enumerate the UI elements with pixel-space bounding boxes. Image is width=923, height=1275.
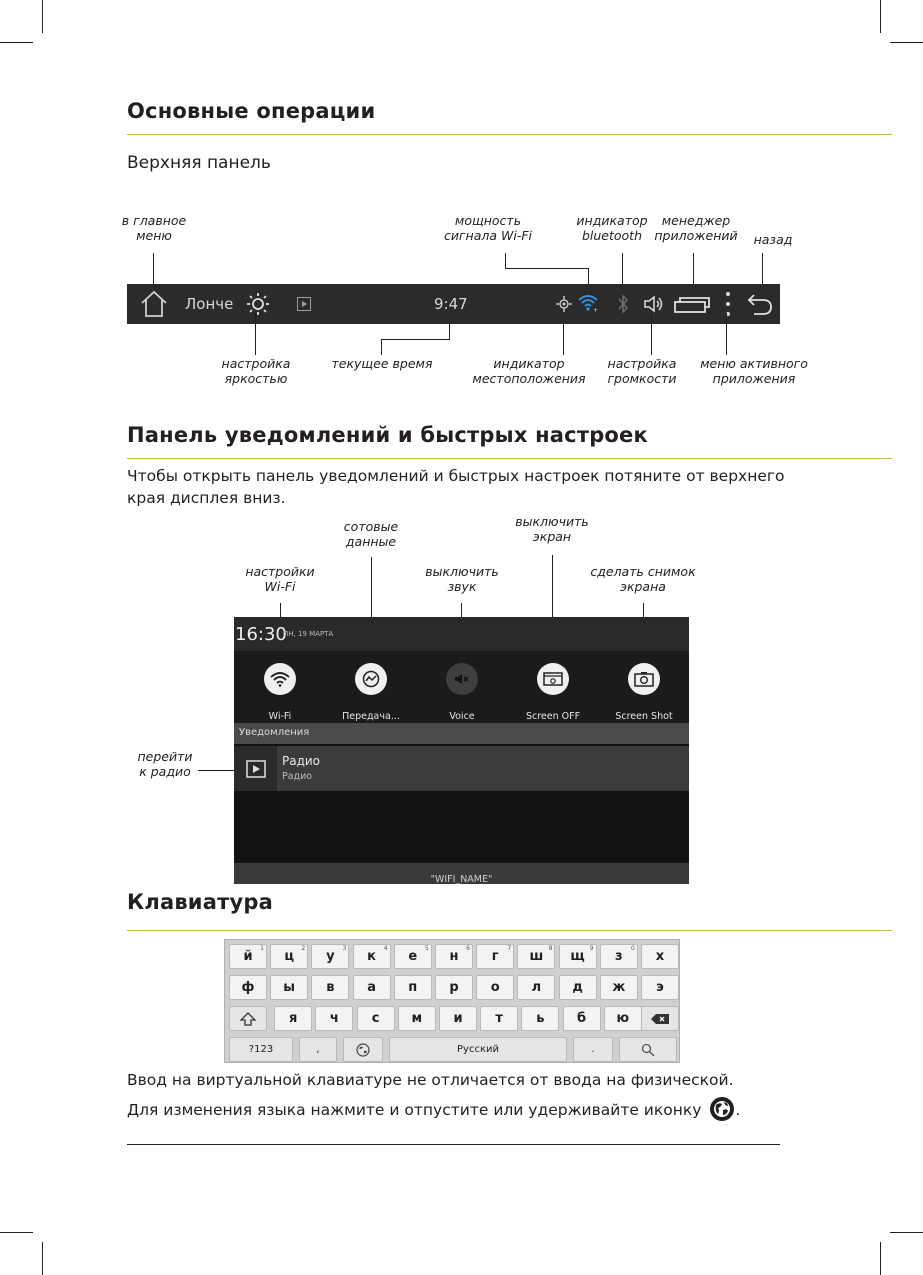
radio-title: Радио xyxy=(282,754,321,768)
key-label: т xyxy=(495,1011,503,1026)
section-title-keyboard: Клавиатура xyxy=(127,890,273,914)
key-label: о xyxy=(490,980,500,995)
wifi-signal-icon xyxy=(578,294,598,316)
callout-radio: перейти к радио xyxy=(137,749,193,779)
globe-icon xyxy=(356,1043,370,1057)
key[interactable] xyxy=(476,975,514,1000)
callout-location: индикатор местоположения xyxy=(472,356,586,386)
svg-text:+: + xyxy=(593,307,598,312)
key-label: й xyxy=(243,949,253,964)
comma-key[interactable] xyxy=(299,1037,337,1062)
notifications-intro-line1: Чтобы открыть панель уведомлений и быстрых настроек потяните от верхнего xyxy=(127,467,785,485)
backspace-key[interactable] xyxy=(641,1006,679,1031)
radio-subtitle: Радио xyxy=(282,771,313,782)
mute-icon xyxy=(446,663,478,695)
key[interactable] xyxy=(315,1006,353,1031)
crop-mark xyxy=(42,1242,43,1275)
network-name: "WIFI_NAME" xyxy=(430,874,493,884)
key-label: , xyxy=(316,1044,320,1055)
key[interactable] xyxy=(600,944,638,969)
key-label: ф xyxy=(241,980,255,995)
notifications-header-label: Уведомления xyxy=(239,727,310,738)
leader-line xyxy=(563,322,564,355)
key-label: ц xyxy=(284,949,294,964)
key-label: г xyxy=(491,949,499,964)
key-label: ш xyxy=(529,949,544,964)
key-number-hint: 9 xyxy=(589,945,594,952)
callout-screenshot: сделать снимок экрана xyxy=(590,564,696,594)
key-label: щ xyxy=(570,949,585,964)
callout-wifi-signal: мощность сигнала Wi-Fi xyxy=(443,213,533,243)
qs-label-screenshot: Screen Shot xyxy=(615,711,673,722)
key-label: у xyxy=(326,949,335,964)
key[interactable] xyxy=(394,975,432,1000)
qs-label-screen-off: Screen OFF xyxy=(525,711,581,722)
callout-home: в главное меню xyxy=(121,213,187,243)
globe-icon xyxy=(709,1096,735,1128)
qs-label-wifi: Wi-Fi xyxy=(268,711,292,722)
callout-mute: выключить звук xyxy=(425,564,499,594)
radio-notification[interactable] xyxy=(234,746,689,791)
key[interactable] xyxy=(394,944,432,969)
key-label: д xyxy=(572,980,583,995)
key-label: в xyxy=(326,980,335,995)
status-bar xyxy=(127,284,780,324)
key-label: л xyxy=(531,980,542,995)
key-number-hint: 7 xyxy=(507,945,512,952)
key-label: ю xyxy=(616,1011,630,1026)
crop-mark xyxy=(890,1232,923,1233)
callout-volume: настройка громкости xyxy=(607,356,677,386)
launcher-label: Лонче xyxy=(185,295,234,313)
key-label: с xyxy=(371,1011,380,1026)
key[interactable] xyxy=(476,944,514,969)
notifications-intro-line2: края дисплея вниз. xyxy=(127,489,286,507)
bluetooth-icon xyxy=(617,294,629,318)
crop-mark xyxy=(880,1242,881,1275)
leader-line xyxy=(153,253,154,286)
section-title-notifications: Панель уведомлений и быстрых настроек xyxy=(127,423,648,447)
qs-tile-screen-off[interactable] xyxy=(513,663,593,722)
key-number-hint: 2 xyxy=(301,945,306,952)
key[interactable] xyxy=(600,975,638,1000)
key[interactable] xyxy=(641,975,679,1000)
key[interactable] xyxy=(559,944,597,969)
key-label: м xyxy=(411,1011,423,1026)
leader-line xyxy=(505,253,506,269)
key[interactable] xyxy=(353,944,391,969)
crop-mark xyxy=(0,42,33,43)
key-number-hint: 1 xyxy=(260,945,264,952)
search-key[interactable] xyxy=(619,1037,677,1062)
key[interactable] xyxy=(398,1006,436,1031)
key-label: я xyxy=(289,1011,298,1026)
key[interactable] xyxy=(563,1006,601,1031)
key-label: ь xyxy=(536,1011,545,1026)
leader-line xyxy=(381,339,382,355)
back-icon[interactable] xyxy=(746,291,774,321)
leader-line xyxy=(198,770,236,771)
section-divider xyxy=(127,930,892,931)
key-label: б xyxy=(577,1011,587,1026)
radio-icon xyxy=(234,746,277,791)
leader-line xyxy=(381,339,449,340)
key-label: п xyxy=(408,980,418,995)
camera-icon xyxy=(628,663,660,695)
brightness-icon[interactable] xyxy=(246,292,270,320)
callout-back: назад xyxy=(753,232,793,247)
callout-current-time: текущее время xyxy=(331,356,433,371)
symbols-key[interactable] xyxy=(229,1037,293,1062)
language-key[interactable] xyxy=(343,1037,383,1062)
top-panel-heading: Верхняя панель xyxy=(127,153,271,173)
leader-line xyxy=(622,253,623,286)
key-label: ?123 xyxy=(248,1044,274,1055)
panel-time: 16:30 xyxy=(235,624,287,645)
key-number-hint: 5 xyxy=(424,945,429,952)
leader-line xyxy=(255,313,256,355)
page-footer-rule xyxy=(127,1144,780,1145)
key-label: ж xyxy=(612,980,626,995)
callout-bluetooth: индикатор bluetooth xyxy=(576,213,648,243)
key[interactable] xyxy=(357,1006,395,1031)
key[interactable] xyxy=(274,1006,312,1031)
key[interactable] xyxy=(480,1006,518,1031)
key[interactable] xyxy=(439,1006,477,1031)
panel-header xyxy=(234,617,689,651)
key-number-hint: 6 xyxy=(466,945,470,952)
key-label: к xyxy=(367,949,376,964)
key-label: р xyxy=(449,980,459,995)
callout-app-menu: меню активного приложения xyxy=(700,356,808,386)
key[interactable] xyxy=(353,975,391,1000)
volume-icon[interactable] xyxy=(643,294,665,318)
key[interactable] xyxy=(521,1006,559,1031)
keyboard-text-line2-wrap xyxy=(127,1096,740,1128)
key-number-hint: 8 xyxy=(548,945,553,952)
leader-line xyxy=(651,313,652,355)
virtual-keyboard xyxy=(224,939,680,1063)
key-label: н xyxy=(449,949,459,964)
network-footer xyxy=(234,863,689,884)
qs-tile-screenshot[interactable] xyxy=(604,663,684,722)
keyboard-text-line2: Для изменения языка нажмите и отпустите или удерживайте иконку xyxy=(127,1101,702,1119)
key-number-hint: 4 xyxy=(383,945,388,952)
shift-key[interactable] xyxy=(229,1006,267,1031)
key-label: ы xyxy=(283,980,296,995)
qs-label-voice: Voice xyxy=(449,711,475,722)
screen-off-icon xyxy=(537,663,569,695)
crop-mark xyxy=(890,42,923,43)
data-transfer-icon xyxy=(355,663,387,695)
key[interactable] xyxy=(311,944,349,969)
key-label: е xyxy=(408,949,418,964)
key[interactable] xyxy=(270,944,308,969)
crop-mark xyxy=(0,1232,33,1233)
callout-screen-off: выключить экран xyxy=(515,514,589,544)
leader-line xyxy=(693,253,694,286)
period-key[interactable] xyxy=(573,1037,613,1062)
key-label: . xyxy=(591,1044,595,1055)
radio-play-icon[interactable] xyxy=(297,297,311,315)
key-label: х xyxy=(655,949,665,964)
key-label: з xyxy=(615,949,623,964)
callout-brightness: настройка яркостью xyxy=(221,356,291,386)
notifications-header xyxy=(234,723,689,744)
key[interactable] xyxy=(270,975,308,1000)
section-divider xyxy=(127,134,892,135)
key-label: Русский xyxy=(457,1044,499,1055)
key[interactable] xyxy=(229,944,267,969)
key-label: ч xyxy=(329,1011,339,1026)
qs-tile-data-transfer[interactable] xyxy=(331,663,411,722)
key[interactable] xyxy=(435,944,473,969)
qs-tile-wifi[interactable] xyxy=(240,663,320,722)
keyboard-text-line2-end: . xyxy=(735,1101,741,1119)
key[interactable] xyxy=(604,1006,642,1031)
panel-date: ПН, 19 МАРТА xyxy=(283,630,334,638)
search-icon xyxy=(641,1043,655,1057)
key[interactable] xyxy=(229,975,267,1000)
qs-tile-voice[interactable] xyxy=(422,663,502,722)
key[interactable] xyxy=(641,944,679,969)
home-icon[interactable] xyxy=(140,289,168,323)
recent-apps-icon[interactable] xyxy=(673,294,711,318)
status-time: 9:47 xyxy=(434,295,468,313)
callout-app-manager: менеджер приложений xyxy=(654,213,738,243)
key[interactable] xyxy=(559,975,597,1000)
key-label: э xyxy=(656,980,664,995)
key-number-hint: 3 xyxy=(342,945,347,952)
qs-label-data-transfer: Передача... xyxy=(342,711,400,722)
key-number-hint: 0 xyxy=(630,945,635,952)
section-divider xyxy=(127,458,892,459)
callout-wifi: настройки Wi-Fi xyxy=(245,564,315,594)
key[interactable] xyxy=(517,944,555,969)
key-label: и xyxy=(453,1011,463,1026)
key-label: а xyxy=(367,980,376,995)
leader-line xyxy=(726,313,727,355)
wifi-icon xyxy=(264,663,296,695)
key[interactable] xyxy=(517,975,555,1000)
location-icon xyxy=(556,296,572,316)
notification-panel xyxy=(234,617,689,884)
key[interactable] xyxy=(311,975,349,1000)
leader-line xyxy=(449,322,450,340)
section-title-main-ops: Основные операции xyxy=(127,99,376,123)
key[interactable] xyxy=(435,975,473,1000)
callout-cellular: сотовые данные xyxy=(343,519,399,549)
crop-mark xyxy=(42,0,43,33)
crop-mark xyxy=(880,0,881,33)
leader-line xyxy=(762,253,763,286)
space-key[interactable] xyxy=(389,1037,567,1062)
keyboard-text-line1: Ввод на виртуальной клавиатуре не отличается от ввода на физической. xyxy=(127,1071,734,1089)
leader-line xyxy=(505,268,588,269)
